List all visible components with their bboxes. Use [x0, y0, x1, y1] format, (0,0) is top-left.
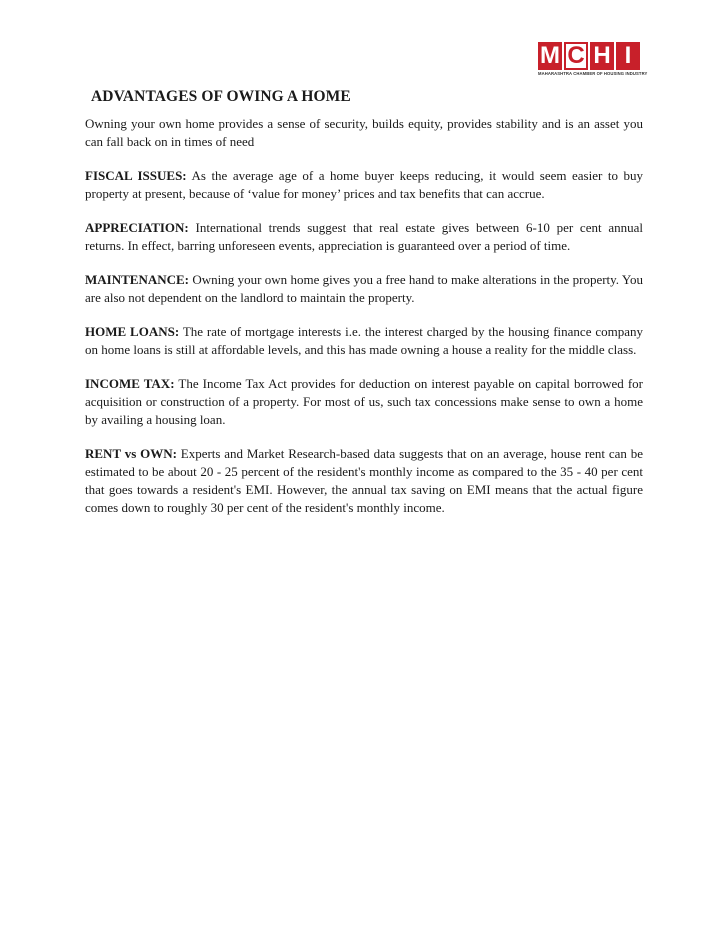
document-title: ADVANTAGES OF OWING A HOME [91, 88, 351, 105]
document-body [85, 84, 643, 533]
section-label: RENT vs OWN: [85, 446, 177, 461]
section-text: International trends suggest that real estate gives between 6-10 per cent annual returns. In effect, barring unforeseen events, appreciation is guaranteed over a period of time. [85, 220, 643, 253]
section-home-loans [85, 323, 643, 359]
section-income-tax [85, 375, 643, 429]
logo-tagline: MAHARASHTRA CHAMBER OF HOUSING INDUSTRY [538, 71, 648, 76]
section-label: INCOME TAX: [85, 376, 175, 391]
section-label: MAINTENANCE: [85, 272, 189, 287]
section-text: Owning your own home gives you a free hand to make alterations in the property. You are also not dependent on the landlord to maintain the property. [85, 272, 644, 305]
section-text: Experts and Market Research-based data suggests that on an average, house rent can be estimated to be about 20 - 25 percent of the resident's monthly income as compared to the 35 - 40 per cent that goes towards a resident's EMI. However, the annual tax saving on EMI means that the actual figure comes down to roughly 30 per cent of the resident's monthly income. [85, 446, 643, 515]
logo-letter-i: I [616, 42, 640, 70]
section-text: As the average age of a home buyer keeps reducing, it would seem easier to buy property at present, because of ‘value for money’ prices and tax benefits that can accrue. [85, 168, 643, 201]
section-label: HOME LOANS: [85, 324, 180, 339]
intro-paragraph: Owning your own home provides a sense of security, builds equity, provides stability and is an asset you can fall back on in times of need [85, 116, 643, 149]
section-label: FISCAL ISSUES: [85, 168, 187, 183]
logo-letter-h: H [590, 42, 614, 70]
section-fiscal-issues [85, 167, 643, 203]
section-maintenance [85, 271, 643, 307]
section-appreciation [85, 219, 643, 255]
logo-letter-c: C [564, 42, 588, 70]
section-rent-vs-own [85, 445, 643, 517]
section-text: The rate of mortgage interests i.e. the interest charged by the housing finance company on home loans is still at affordable levels, and this has made owning a house a reality for the middle class. [85, 324, 643, 357]
mchi-logo [538, 42, 648, 76]
section-text: The Income Tax Act provides for deduction on interest payable on capital borrowed for acquisition or construction of a property. For most of us, such tax concessions make sense to own a home by availing a housing loan. [85, 376, 644, 427]
logo-letter-m: M [540, 42, 560, 69]
section-label: APPRECIATION: [85, 220, 189, 235]
logo-letters [538, 42, 642, 70]
